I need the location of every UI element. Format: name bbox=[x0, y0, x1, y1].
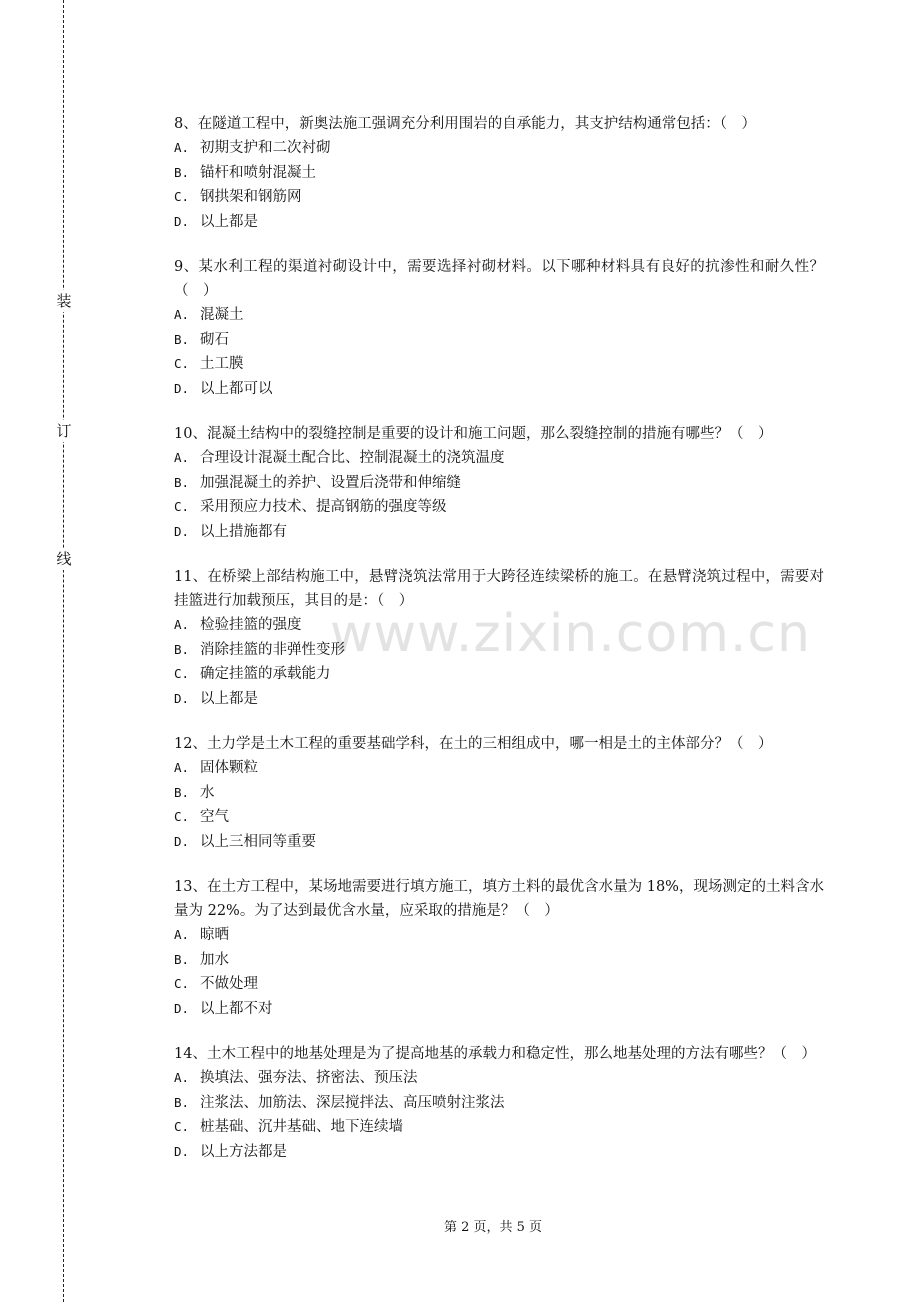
option-text: 加水 bbox=[200, 951, 229, 968]
option-a bbox=[174, 446, 824, 471]
question-stem: 8、在隧道工程中，新奥法施工强调充分利用围岩的自承能力，其支护结构通常包括：（ ） bbox=[174, 116, 756, 132]
option-letter: D. bbox=[174, 523, 190, 539]
option-text: 注浆法、加筋法、深层搅拌法、高压喷射注浆法 bbox=[200, 1094, 505, 1111]
question-stem: 13、在土方工程中，某场地需要进行填方施工，填方土料的最优含水量为 18%，现场测定的土料含水量为 22%。为了达到最优含水量，应采取的措施是？（ ） bbox=[174, 879, 824, 919]
option-text: 土工膜 bbox=[200, 356, 244, 372]
option-b bbox=[174, 948, 824, 973]
option-text: 以上都不对 bbox=[200, 1000, 273, 1017]
option-d bbox=[174, 377, 824, 402]
option-letter: B. bbox=[174, 331, 190, 347]
option-b bbox=[174, 161, 824, 186]
option-text: 以上三相同等重要 bbox=[200, 833, 316, 850]
question-10 bbox=[174, 422, 824, 544]
option-letter: D. bbox=[174, 833, 190, 849]
option-text: 固体颗粒 bbox=[200, 760, 258, 776]
binding-mark-ding: 订 bbox=[56, 422, 72, 440]
question-stem: 9、某水利工程的渠道衬砌设计中，需要选择衬砌材料。以下哪种材料具有良好的抗渗性和耐久性？（ ） bbox=[174, 259, 824, 299]
question-stem: 10、混凝土结构中的裂缝控制是重要的设计和施工问题，那么裂缝控制的措施有哪些？（ ） bbox=[174, 426, 773, 442]
binding-mark-zhuang: 装 bbox=[56, 292, 72, 310]
option-text: 确定挂篮的承载能力 bbox=[200, 666, 331, 682]
question-13 bbox=[174, 875, 824, 1021]
option-d bbox=[174, 997, 824, 1022]
option-text: 采用预应力技术、提高钢筋的强度等级 bbox=[200, 499, 447, 515]
question-12 bbox=[174, 732, 824, 854]
question-9 bbox=[174, 255, 824, 401]
option-letter: D. bbox=[174, 380, 190, 396]
option-b bbox=[174, 638, 824, 663]
option-letter: D. bbox=[174, 213, 190, 229]
option-letter: C. bbox=[174, 189, 190, 204]
option-d bbox=[174, 1140, 824, 1165]
option-a bbox=[174, 923, 824, 948]
option-letter: A. bbox=[174, 1070, 190, 1085]
option-text: 以上都是 bbox=[200, 213, 258, 230]
page-footer: 第 2 页，共 5 页 bbox=[443, 1220, 543, 1235]
option-text: 消除挂篮的非弹性变形 bbox=[200, 641, 345, 658]
option-letter: C. bbox=[174, 499, 190, 514]
option-text: 以上方法都是 bbox=[200, 1143, 287, 1160]
option-c bbox=[174, 495, 824, 520]
option-letter: D. bbox=[174, 1143, 190, 1159]
option-letter: C. bbox=[174, 356, 190, 371]
binding-dashed-line bbox=[63, 0, 64, 1302]
option-c bbox=[174, 1115, 824, 1140]
option-a bbox=[174, 613, 824, 638]
option-c bbox=[174, 662, 824, 687]
option-letter: B. bbox=[174, 784, 190, 800]
question-stem: 12、土力学是土木工程的重要基础学科，在土的三相组成中，哪一相是土的主体部分？（ ） bbox=[174, 736, 773, 752]
option-c bbox=[174, 805, 824, 830]
option-text: 以上措施都有 bbox=[200, 523, 287, 540]
option-d bbox=[174, 210, 824, 235]
option-b bbox=[174, 781, 824, 806]
binding-mark-xian: 线 bbox=[56, 550, 72, 568]
option-c bbox=[174, 352, 824, 377]
option-d bbox=[174, 520, 824, 545]
option-letter: B. bbox=[174, 641, 190, 657]
option-text: 混凝土 bbox=[200, 307, 244, 323]
question-8 bbox=[174, 112, 824, 234]
option-text: 锚杆和喷射混凝土 bbox=[200, 164, 316, 181]
option-b bbox=[174, 328, 824, 353]
option-letter: A. bbox=[174, 760, 190, 775]
option-text: 砌石 bbox=[200, 331, 229, 348]
option-letter: C. bbox=[174, 666, 190, 681]
question-stem: 14、土木工程中的地基处理是为了提高地基的承载力和稳定性，那么地基处理的方法有哪些？（ ） bbox=[174, 1046, 816, 1062]
question-stem: 11、在桥梁上部结构施工中，悬臂浇筑法常用于大跨径连续梁桥的施工。在悬臂浇筑过程中，需要对挂篮进行加载预压，其目的是：（ ） bbox=[174, 569, 824, 609]
option-letter: B. bbox=[174, 951, 190, 967]
option-text: 加强混凝土的养护、设置后浇带和伸缩缝 bbox=[200, 474, 461, 491]
option-b bbox=[174, 471, 824, 496]
option-a bbox=[174, 303, 824, 328]
option-letter: D. bbox=[174, 690, 190, 706]
watermark: www.zixin.com.cn bbox=[330, 604, 811, 664]
option-a bbox=[174, 1066, 824, 1091]
option-letter: A. bbox=[174, 140, 190, 155]
option-text: 合理设计混凝土配合比、控制混凝土的浇筑温度 bbox=[200, 450, 505, 466]
option-text: 检验挂篮的强度 bbox=[200, 617, 302, 633]
option-letter: C. bbox=[174, 976, 190, 991]
option-text: 初期支护和二次衬砌 bbox=[200, 140, 331, 156]
option-letter: A. bbox=[174, 307, 190, 322]
option-a bbox=[174, 136, 824, 161]
option-c bbox=[174, 185, 824, 210]
option-d bbox=[174, 687, 824, 712]
option-letter: D. bbox=[174, 1000, 190, 1016]
option-text: 换填法、强夯法、挤密法、预压法 bbox=[200, 1070, 418, 1086]
option-letter: C. bbox=[174, 1119, 190, 1134]
option-text: 桩基础、沉井基础、地下连续墙 bbox=[200, 1119, 403, 1135]
option-d bbox=[174, 830, 824, 855]
option-text: 空气 bbox=[200, 809, 229, 825]
option-letter: A. bbox=[174, 617, 190, 632]
question-14 bbox=[174, 1042, 824, 1164]
option-text: 不做处理 bbox=[200, 976, 258, 992]
option-text: 钢拱架和钢筋网 bbox=[200, 189, 302, 205]
option-c bbox=[174, 972, 824, 997]
option-letter: C. bbox=[174, 809, 190, 824]
option-letter: A. bbox=[174, 450, 190, 465]
question-11 bbox=[174, 565, 824, 711]
option-letter: B. bbox=[174, 474, 190, 490]
option-letter: A. bbox=[174, 927, 190, 942]
option-text: 以上都可以 bbox=[200, 380, 273, 397]
option-a bbox=[174, 756, 824, 781]
option-letter: B. bbox=[174, 164, 190, 180]
option-b bbox=[174, 1091, 824, 1116]
question-list bbox=[174, 112, 824, 1185]
option-text: 晾晒 bbox=[200, 927, 229, 943]
option-text: 以上都是 bbox=[200, 690, 258, 707]
option-letter: B. bbox=[174, 1094, 190, 1110]
option-text: 水 bbox=[200, 784, 215, 801]
